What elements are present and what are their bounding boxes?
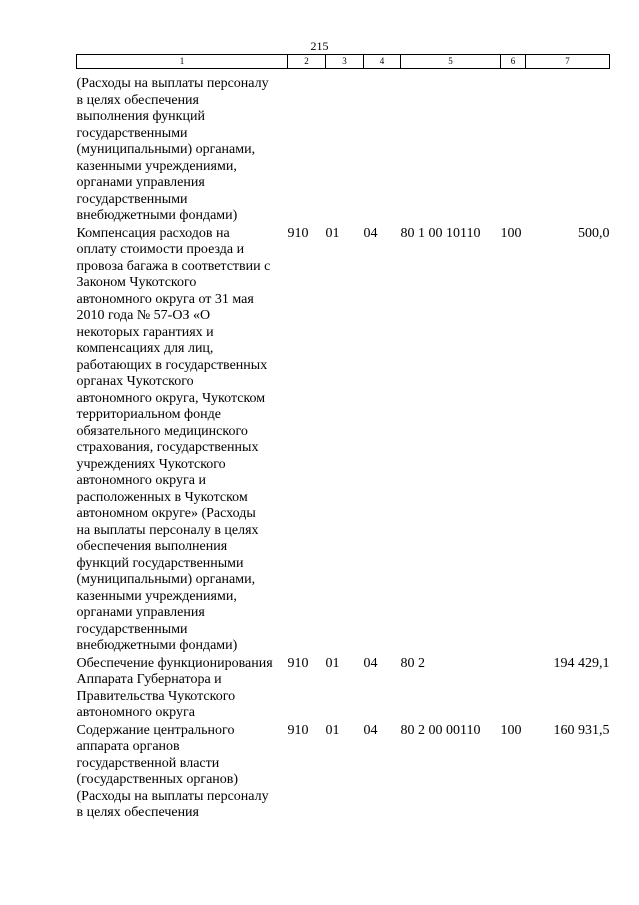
sum-cell xyxy=(526,69,610,225)
name-line: аппарата органов xyxy=(76,739,180,754)
name-line: автономного округа от 31 мая xyxy=(76,291,254,307)
name-line: Компенсация расходов на xyxy=(76,225,230,241)
vr-cell: 100 xyxy=(500,225,522,241)
vr-cell: 100 xyxy=(500,722,522,738)
name-line: в целях обеспечения xyxy=(76,92,199,108)
name-line: (Расходы на выплаты персоналу xyxy=(76,788,269,804)
name-line: провоза багажа в соответствии с xyxy=(76,258,271,274)
pr-cell xyxy=(364,69,401,225)
name-line: автономного округа xyxy=(76,705,195,720)
name-line: казенными учреждениями, xyxy=(76,158,237,174)
table-row xyxy=(77,655,610,722)
name-line: государственными xyxy=(76,191,188,207)
sum-cell: 160 931,5 xyxy=(553,722,610,738)
csr-cell: 80 1 00 10110 xyxy=(400,225,481,241)
sum-cell: 194 429,1 xyxy=(553,655,610,671)
grbs-cell xyxy=(288,69,326,225)
header-col-3: 3 xyxy=(326,55,364,69)
page-number: 215 xyxy=(310,39,329,53)
name-line: (государственных органов) xyxy=(76,772,239,787)
name-line: внебюджетными фондами) xyxy=(76,208,238,223)
name-line: Обеспечение функционирования xyxy=(76,655,273,671)
name-line: территориальном фонде xyxy=(76,407,221,422)
name-line: страхования, государственных xyxy=(76,440,259,455)
name-line: некоторых гарантиях и xyxy=(76,324,214,340)
name-line: работающих в государственных xyxy=(76,357,268,373)
name-line: автономного округа и xyxy=(76,473,206,488)
name-line: Законом Чукотского xyxy=(76,275,197,290)
name-line: государственными xyxy=(76,621,188,637)
grbs-cell: 910 xyxy=(287,655,309,671)
name-line: обязательного медицинского xyxy=(76,423,248,439)
table-row xyxy=(77,69,610,225)
name-line: обеспечения выполнения xyxy=(76,539,228,554)
header-col-5: 5 xyxy=(401,55,501,69)
pr-cell: 04 xyxy=(363,722,378,738)
column-number-header xyxy=(77,55,610,69)
sum-cell: 500,0 xyxy=(578,225,610,241)
name-line: (муниципальными) органами, xyxy=(76,572,256,587)
name-line: государственной власти xyxy=(76,755,220,771)
rz-cell: 01 xyxy=(325,722,340,738)
name-line: Аппарата Губернатора и xyxy=(76,672,222,687)
name-line: автономного округа, Чукотском xyxy=(76,390,266,406)
name-line: органами управления xyxy=(76,175,205,190)
csr-cell: 80 2 00 00110 xyxy=(400,722,481,738)
name-line: расположенных в Чукотском xyxy=(76,489,248,505)
rz-cell: 01 xyxy=(325,225,340,241)
header-col-7: 7 xyxy=(526,55,610,69)
name-line: Правительства Чукотского xyxy=(76,688,236,704)
pr-cell: 04 xyxy=(363,225,378,241)
grbs-cell: 910 xyxy=(287,722,309,738)
name-line: функций государственными xyxy=(76,555,244,571)
name-line: государственными xyxy=(76,125,188,141)
budget-table xyxy=(76,54,610,822)
csr-cell xyxy=(401,69,501,225)
name-line: 2010 года № 57-ОЗ «О xyxy=(76,308,211,323)
name-line: органах Чукотского xyxy=(76,374,194,389)
csr-cell: 80 2 xyxy=(400,655,425,671)
name-line: на выплаты персоналу в целях xyxy=(76,522,259,538)
header-col-6: 6 xyxy=(501,55,526,69)
name-line: учреждениях Чукотского xyxy=(76,456,226,472)
name-line: в целях обеспечения xyxy=(76,805,199,820)
name-line: (муниципальными) органами, xyxy=(76,142,256,157)
row-name-cell xyxy=(77,69,288,225)
grbs-cell: 910 xyxy=(287,225,309,241)
row-name-cell xyxy=(77,225,288,655)
name-line: органами управления xyxy=(76,605,205,620)
name-line: выполнения функций xyxy=(76,109,205,124)
name-line: автономном округе» (Расходы xyxy=(76,506,256,521)
name-line: внебюджетными фондами) xyxy=(76,638,238,653)
table-row xyxy=(77,225,610,655)
name-line: (Расходы на выплаты персоналу xyxy=(76,76,269,91)
name-line: Содержание центрального xyxy=(76,722,235,738)
name-line: оплату стоимости проезда и xyxy=(76,242,245,257)
header-col-4: 4 xyxy=(364,55,401,69)
rz-cell: 01 xyxy=(325,655,340,671)
rz-cell xyxy=(326,69,364,225)
header-col-1: 1 xyxy=(77,55,288,69)
name-line: компенсациях для лиц, xyxy=(76,341,214,356)
pr-cell: 04 xyxy=(363,655,378,671)
vr-cell xyxy=(501,69,526,225)
table-row xyxy=(77,722,610,822)
row-name-cell xyxy=(77,722,288,822)
row-name-cell xyxy=(77,655,288,722)
name-line: казенными учреждениями, xyxy=(76,588,237,604)
vr-cell xyxy=(501,655,526,722)
header-col-2: 2 xyxy=(288,55,326,69)
